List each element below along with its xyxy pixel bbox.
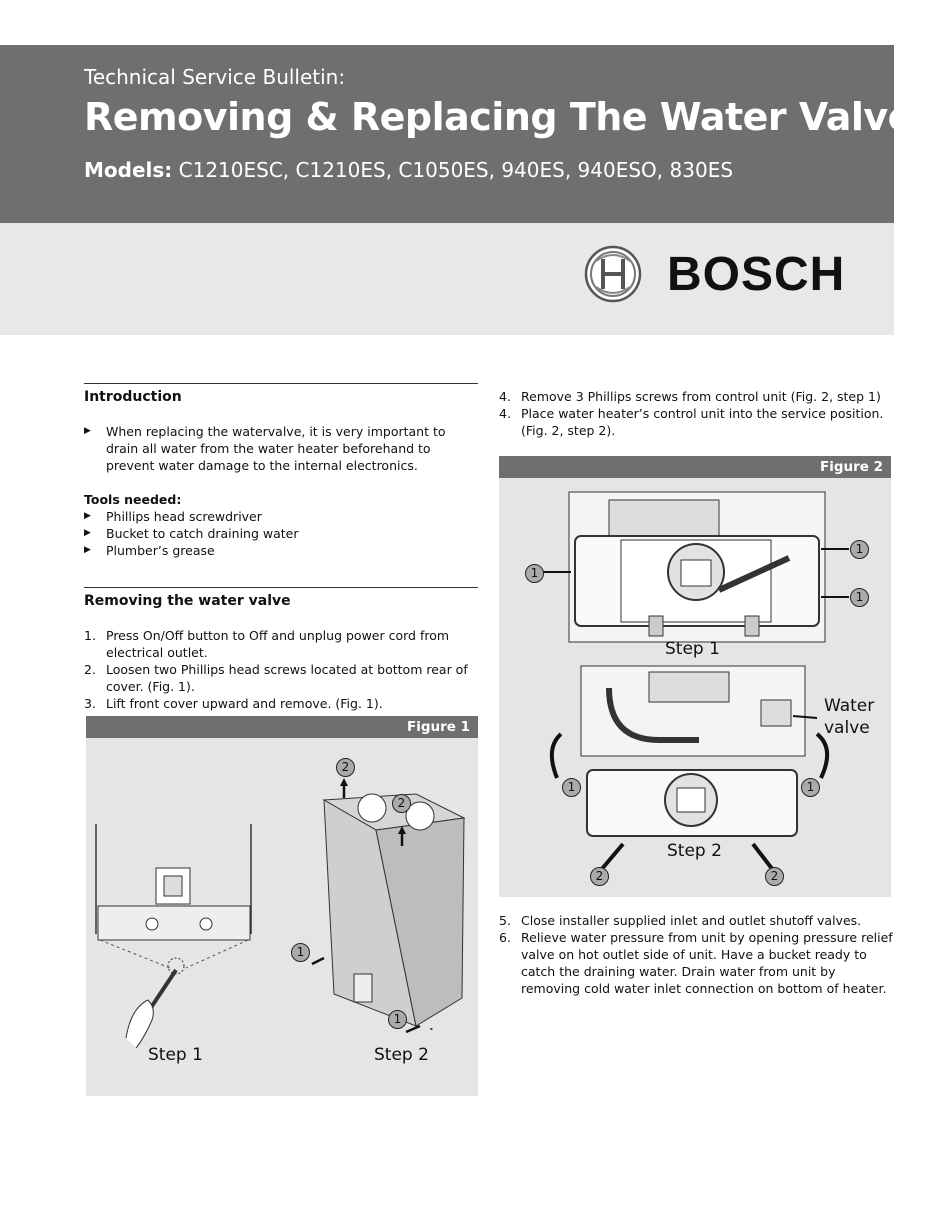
- left-column: [84, 383, 478, 712]
- step-item: [499, 405, 891, 439]
- models-line: [84, 158, 733, 182]
- figure-2-illustration: [499, 478, 891, 897]
- bosch-logo-text: BOSCH: [667, 248, 846, 301]
- callout-marker: 1: [291, 943, 310, 962]
- step-number: 1.: [84, 628, 96, 643]
- drain-steps: [499, 912, 893, 997]
- callout-marker: 2: [336, 758, 355, 777]
- bulletin-kicker: Technical Service Bulletin:: [84, 65, 346, 89]
- removing-heading: Removing the water valve: [84, 593, 291, 609]
- step-text: Lift front cover upward and remove. (Fig. 1).: [106, 696, 383, 711]
- bosch-armature-icon: [584, 245, 642, 303]
- step-item: [84, 661, 478, 695]
- callout-marker: 1: [525, 564, 544, 583]
- intro-bullet: ▶ When replacing the watervalve, it is very important to drain all water from the water heater beforehand to prevent water damage to the internal electronics.: [84, 423, 478, 474]
- callout-marker: 2: [590, 867, 609, 886]
- divider: [84, 587, 478, 588]
- step-item: [499, 388, 891, 405]
- list-item: ▶ Plumber’s grease: [84, 542, 478, 559]
- figure-2: [499, 456, 891, 897]
- callout-marker: 1: [850, 540, 869, 559]
- step-text: Loosen two Phillips head screws located at bottom rear of cover. (Fig. 1).: [106, 662, 468, 694]
- tools-heading: Tools needed:: [84, 492, 182, 507]
- step-number: 4.: [499, 389, 511, 404]
- control-unit-steps: [499, 388, 891, 439]
- models-value: C1210ESC, C1210ES, C1050ES, 940ES, 940ESO, 830ES: [172, 158, 734, 182]
- step-item: [84, 695, 478, 712]
- tools-list: [84, 508, 478, 559]
- step-number: 6.: [499, 930, 511, 945]
- step-number: 2.: [84, 662, 96, 677]
- figure-2-step-1-label: Step 1: [665, 639, 720, 659]
- list-item: ▶ Bucket to catch draining water: [84, 525, 478, 542]
- callout-marker: 2: [765, 867, 784, 886]
- intro-list: [84, 423, 478, 474]
- step-item: [84, 627, 478, 661]
- bulletin-title: Removing & Replacing The Water Valve: [84, 95, 913, 139]
- step-number: 3.: [84, 696, 96, 711]
- models-label: Models:: [84, 158, 173, 182]
- step-text: Close installer supplied inlet and outlet shutoff valves.: [521, 913, 862, 928]
- figure-1-step-2-label: Step 2: [374, 1045, 429, 1065]
- step-number: 4.: [499, 406, 511, 421]
- figure-2-step-2-label: Step 2: [667, 841, 722, 861]
- step-item: [499, 912, 893, 929]
- callout-marker: 1: [388, 1010, 407, 1029]
- removing-steps: [84, 627, 478, 712]
- step-text: Place water heater’s control unit into the service position. (Fig. 2, step 2).: [521, 406, 884, 438]
- step-number: 5.: [499, 913, 511, 928]
- water-valve-label: Water valve: [824, 696, 875, 738]
- figure-1-label: Figure 1: [86, 716, 478, 738]
- figure-1-illustration: [86, 738, 478, 1096]
- bulletin-header: [0, 45, 913, 223]
- logo-band: [0, 223, 894, 335]
- callout-marker: 2: [392, 794, 411, 813]
- figure-1-step-1-label: Step 1: [148, 1045, 203, 1065]
- step-text: Relieve water pressure from unit by opening pressure relief valve on hot outlet side of unit. Have a bucket ready to catch the draining water. Drain water from unit by removing cold water inlet connection on bottom of heater.: [521, 930, 893, 996]
- right-column-top: [499, 388, 891, 439]
- list-item: ▶ Phillips head screwdriver: [84, 508, 478, 525]
- callout-marker: 1: [562, 778, 581, 797]
- figure-1: [86, 716, 478, 1096]
- divider: [84, 383, 478, 384]
- step-text: Press On/Off button to Off and unplug power cord from electrical outlet.: [106, 628, 450, 660]
- step-item: [499, 929, 893, 997]
- callout-marker: 1: [850, 588, 869, 607]
- svg-text:▪: ▪: [430, 1026, 433, 1031]
- right-column-bottom: [499, 912, 893, 997]
- figure-2-label: Figure 2: [499, 456, 891, 478]
- callout-marker: 1: [801, 778, 820, 797]
- step-text: Remove 3 Phillips screws from control unit (Fig. 2, step 1): [521, 389, 881, 404]
- introduction-heading: Introduction: [84, 389, 182, 405]
